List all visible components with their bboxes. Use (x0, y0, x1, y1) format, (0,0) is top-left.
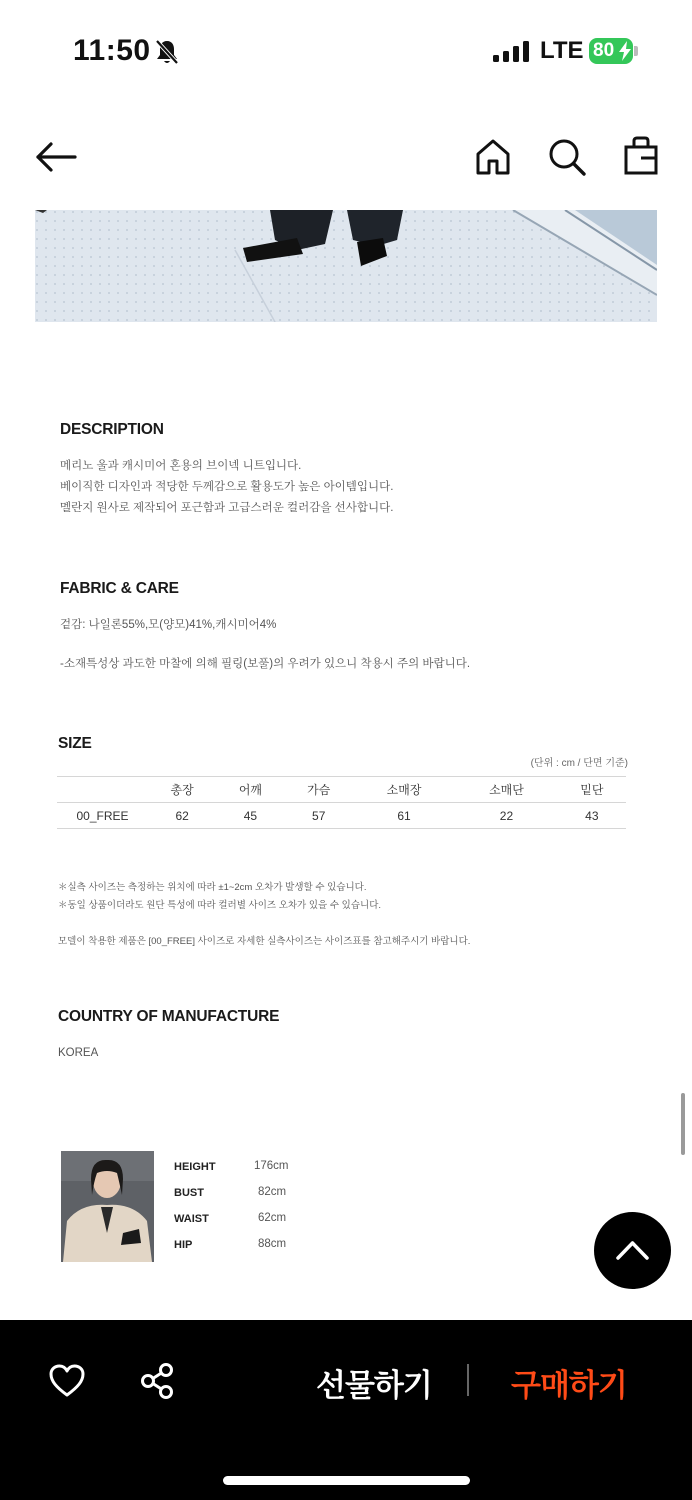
scroll-top-button[interactable] (594, 1212, 671, 1289)
fabric-care-title: FABRIC & CARE (60, 580, 179, 597)
size-header-cell: 어깨 (216, 777, 284, 803)
description-title: DESCRIPTION (60, 421, 164, 438)
size-cell: 62 (148, 803, 216, 829)
size-note: ＊실측 사이즈는 측정하는 위치에 따라 ±1~2cm 오차가 발생할 수 있습니다. (58, 882, 367, 893)
charging-bolt-icon (618, 41, 632, 61)
share-icon (139, 1362, 175, 1400)
shopping-bag-icon (623, 136, 659, 176)
arrow-left-icon (34, 139, 78, 175)
heart-icon (48, 1363, 86, 1399)
model-stat-value: 88cm (258, 1238, 287, 1250)
size-cell: 57 (285, 803, 353, 829)
like-button[interactable] (48, 1363, 86, 1399)
status-bar (0, 0, 692, 100)
table-row (57, 803, 626, 829)
description-line: 베이직한 디자인과 적당한 두께감으로 활용도가 높은 아이템입니다. (60, 481, 394, 493)
back-button[interactable] (34, 139, 78, 175)
size-table (57, 776, 626, 829)
bell-muted-icon (154, 38, 180, 66)
size-cell: 45 (216, 803, 284, 829)
size-cell: 00_FREE (57, 803, 148, 829)
size-note: ＊동일 상품이더라도 원단 특성에 따라 컬러별 사이즈 오차가 있을 수 있습니다. (58, 900, 382, 911)
home-indicator[interactable] (223, 1476, 470, 1485)
buy-button[interactable]: 구매하기 (511, 1360, 627, 1405)
size-unit: (단위 : cm / 단면 기준) (530, 758, 628, 769)
fabric-composition: 겉감: 나일론55%,모(양모)41%,캐시미어4% (60, 619, 277, 631)
cart-button[interactable] (623, 136, 659, 176)
description-line: 멜란지 원사로 제작되어 포근함과 고급스러운 컬러감을 선사합니다. (60, 502, 394, 514)
model-stat-label: BUST (174, 1187, 204, 1199)
search-icon (547, 137, 587, 177)
description-text (60, 456, 393, 519)
search-button[interactable] (547, 137, 587, 177)
chevron-up-icon (594, 1212, 671, 1289)
scrollbar[interactable] (681, 1093, 685, 1155)
size-header-cell: 소매단 (455, 777, 557, 803)
size-header-cell: 총장 (148, 777, 216, 803)
gift-button[interactable]: 선물하기 (316, 1360, 432, 1405)
model-size-note: 모델이 착용한 제품은 [00_FREE] 사이즈로 자세한 실측사이즈는 사이즈표를 참고해주시기 바랍니다. (58, 936, 471, 947)
signal-icon (493, 40, 529, 62)
model-stat-value: 176cm (254, 1160, 289, 1172)
bottom-action-bar (0, 1320, 692, 1500)
model-stat-value: 62cm (258, 1212, 287, 1224)
model-stat-label: WAIST (174, 1213, 209, 1225)
size-cell: 43 (558, 803, 626, 829)
share-button[interactable] (139, 1362, 175, 1400)
model-stat-label: HIP (174, 1239, 193, 1251)
home-icon (475, 138, 511, 176)
size-header-cell: 소매장 (353, 777, 455, 803)
button-divider (467, 1364, 469, 1396)
model-stat-label: HEIGHT (174, 1161, 216, 1173)
fabric-care-note: -소재특성상 과도한 마찰에 의해 필링(보풀)의 우려가 있으니 착용시 주의 바랍니다. (60, 658, 471, 670)
size-header-cell: 가슴 (285, 777, 353, 803)
size-header-cell (57, 777, 148, 803)
country-value: KOREA (58, 1047, 99, 1059)
battery-cap (634, 46, 638, 56)
network-type: LTE (540, 37, 584, 64)
status-time: 11:50 (73, 34, 151, 67)
model-photo (61, 1151, 154, 1262)
battery-level: 80 (593, 40, 615, 61)
size-cell: 22 (455, 803, 557, 829)
size-table-header (57, 777, 626, 803)
product-photo (35, 210, 657, 322)
size-header-cell: 밑단 (558, 777, 626, 803)
country-title: COUNTRY OF MANUFACTURE (58, 1008, 280, 1025)
size-cell: 61 (353, 803, 455, 829)
model-stat-value: 82cm (258, 1186, 287, 1198)
home-button[interactable] (475, 138, 511, 176)
size-title: SIZE (58, 735, 92, 752)
description-line: 메리노 울과 캐시미어 혼용의 브이넥 니트입니다. (60, 460, 302, 472)
